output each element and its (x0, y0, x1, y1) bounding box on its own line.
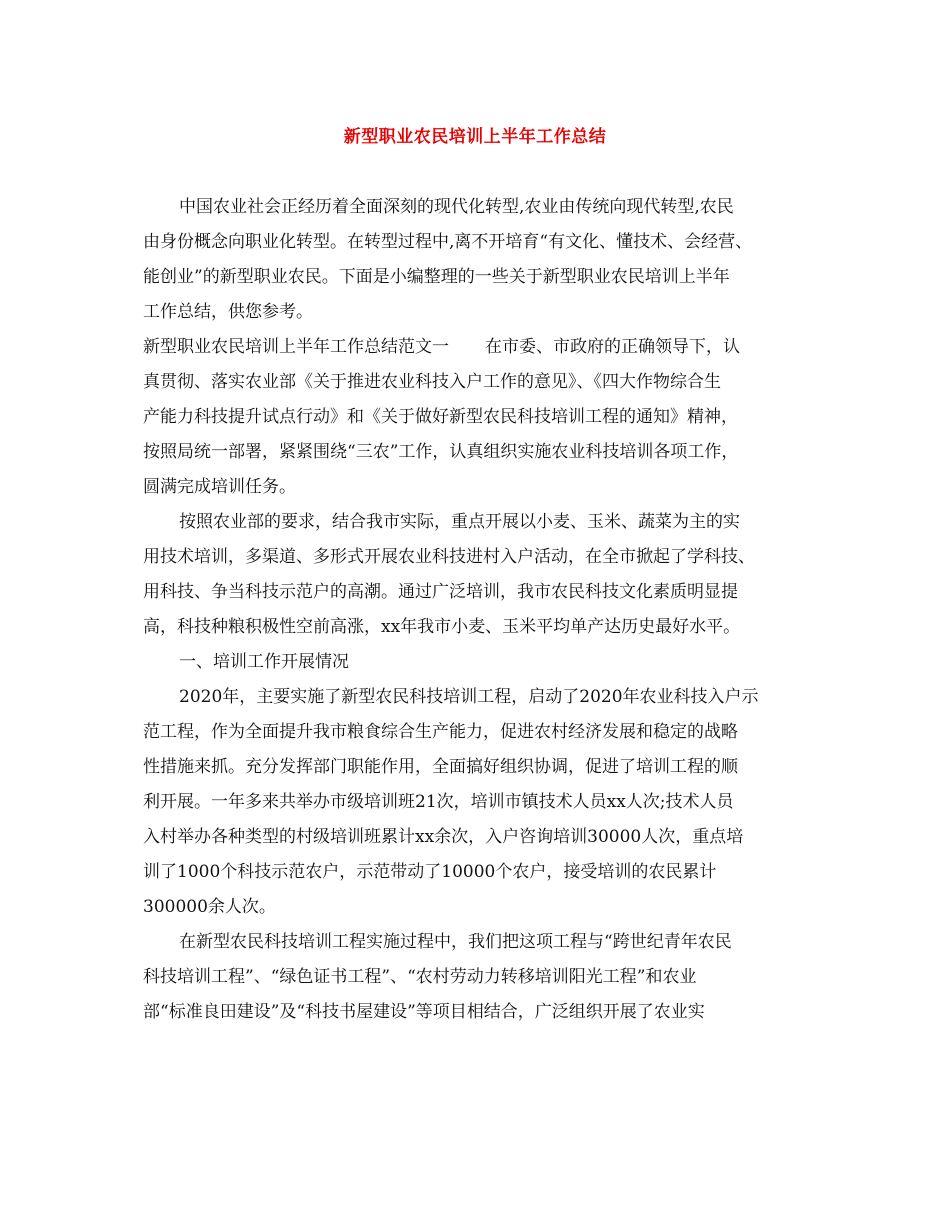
paragraph-line: 按照局统一部署，紧紧围绕“三农”工作，认真组织实施农业科技培训各项工作， (143, 442, 739, 462)
paragraph-line: 范工程，作为全面提升我市粮食综合生产能力，促进农村经济发展和稳定的战略 (143, 722, 738, 742)
section-heading: 新型职业农民培训上半年工作总结范文一 (143, 337, 449, 357)
paragraph-line: 2020年，主要实施了新型农民科技培训工程，启动了2020年农业科技入户示 (179, 687, 759, 707)
paragraph-line: 中国农业社会正经历着全面深刻的现代化转型,农业由传统向现代转型,农民 (179, 197, 734, 217)
paragraph-line: 训了1000个科技示范农户，示范带动了10000个农户，接受培训的农民累计 (143, 862, 717, 882)
paragraph-line: 工作总结，供您参考。 (143, 302, 313, 322)
paragraph-line: 性措施来抓。充分发挥部门职能作用，全面搞好组织协调，促进了培训工程的顺 (143, 757, 738, 777)
paragraph-line: 圆满完成培训任务。 (143, 477, 296, 497)
paragraph-line: 按照农业部的要求，结合我市实际，重点开展以小麦、玉米、蔬菜为主的实 (179, 512, 740, 532)
document-title: 新型职业农民培训上半年工作总结 (343, 127, 607, 147)
paragraph-line: 真贯彻、落实农业部《关于推进农业科技入户工作的意见》、《四大作物综合生 (143, 372, 721, 392)
document-body (143, 190, 808, 1030)
paragraph-line: 高，科技种粮积极性空前高涨，xx年我市小麦、玉米平均单产达历史最好水平。 (143, 617, 741, 637)
paragraph-line: 科技培训工程”、“绿色证书工程”、“农村劳动力转移培训阳光工程”和农业 (143, 967, 697, 987)
paragraph-line: 由身份概念向职业化转型。在转型过程中,离不开培育“有文化、懂技术、会经营、 (143, 232, 753, 252)
paragraph-line: 产能力科技提升试点行动》和《关于做好新型农民科技培训工程的通知》精神， (143, 407, 738, 427)
paragraph-line: 部“标准良田建设”及“科技书屋建设”等项目相结合，广泛组织开展了农业实 (143, 1002, 705, 1022)
paragraph-line: 用技术培训，多渠道、多形式开展农业科技进村入户活动，在全市掀起了学科技、 (143, 547, 755, 567)
paragraph-line: 入村举办各种类型的村级培训班累计xx余次，入户咨询培训30000人次，重点培 (143, 827, 744, 847)
paragraph-text: 在市委、市政府的正确领导下，认 (485, 337, 740, 357)
paragraph-line: 能创业”的新型职业农民。下面是小编整理的一些关于新型职业农民培训上半年 (143, 267, 730, 287)
paragraph-line: 利开展。一年多来共举办市级培训班21次，培训市镇技术人员xx人次;技术人员 (143, 792, 734, 812)
paragraph-line: 用科技、争当科技示范户的高潮。通过广泛培训，我市农民科技文化素质明显提 (143, 582, 738, 602)
paragraph-line: 在新型农民科技培训工程实施过程中，我们把这项工程与“跨世纪青年农民 (179, 932, 732, 952)
paragraph-line (143, 330, 808, 365)
paragraph-line: 300000余人次。 (143, 897, 276, 917)
section-heading: 一、培训工作开展情况 (179, 652, 349, 672)
